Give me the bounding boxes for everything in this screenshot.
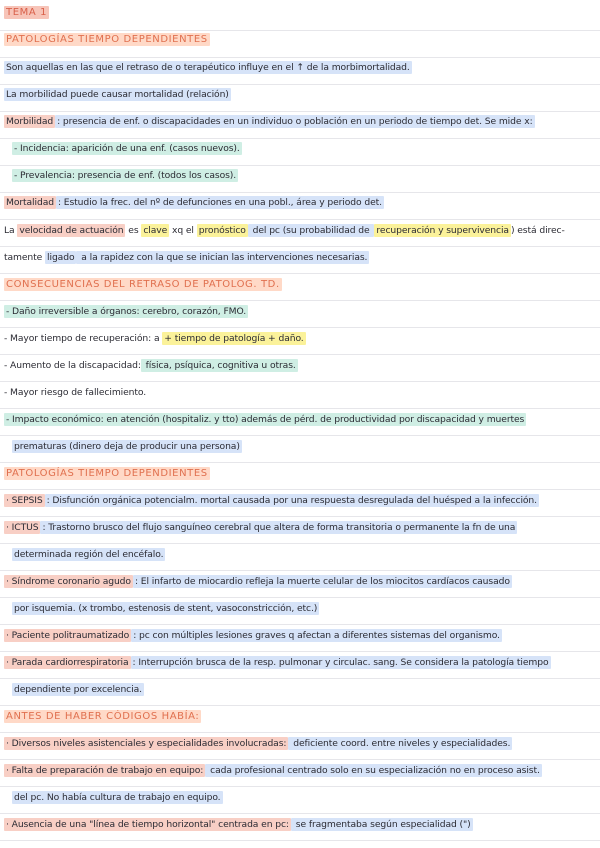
- velocidad-text-e: ) está direc-: [510, 225, 565, 236]
- intro-line-2: [4, 88, 598, 101]
- antes-3-label: · Ausencia de una "línea de tiempo horizontal" centrada en pc:: [6, 819, 289, 830]
- consecuencia-1: - Daño irreversible a órganos: cerebro, corazón, FMO.: [6, 306, 247, 317]
- ictus-text: : Trastorno brusco del flujo sanguíneo cerebral que altera de forma transitoria o permanente la fn de una: [42, 522, 516, 533]
- morbilidad-line: [4, 115, 598, 128]
- velocidad2-text-a: tamente: [4, 252, 46, 263]
- pcr-text: : Interrupción brusca de la resp. pulmonar y circulac. sang. Se considera la patología tiempo: [132, 657, 549, 668]
- morbilidad-text: : presencia de enf. o discapacidades en un individuo o población en un periodo de tiempo det. Se mide x:: [57, 116, 533, 127]
- sepsis-line: [4, 494, 598, 507]
- consecuencia-5-text: - Impacto económico: en atención (hospitaliz. y tto) además de pérd. de productividad por discapacidad y muertes: [6, 414, 525, 425]
- consecuencia-5-line-2: [4, 440, 598, 453]
- consecuencia-2-text: - Mayor tiempo de recuperación: a: [4, 333, 163, 344]
- sca-label: · Síndrome coronario agudo: [6, 576, 131, 587]
- consecuencia-2-line: [4, 332, 598, 345]
- heading-antes: ANTES DE HABER CÓDIGOS HABÍA:: [6, 711, 200, 722]
- politrauma-text: : pc con múltiples lesiones graves q afectan a diferentes sistemas del organismo.: [133, 630, 500, 641]
- consecuencia-4-line: [4, 386, 598, 399]
- pcr-line-1: [4, 656, 598, 669]
- ictus-line-2: [4, 548, 598, 561]
- consecuencia-3-line: [4, 359, 598, 372]
- antes-1-label: · Diversos niveles asistenciales y especialidades involucradas:: [6, 738, 287, 749]
- consecuencia-4: - Mayor riesgo de fallecimiento.: [4, 387, 147, 398]
- ictus-line-1: [4, 521, 598, 534]
- ictus-label: · ICTUS: [6, 522, 39, 533]
- velocidad-text-d: del pc (su probabilidad de: [249, 225, 373, 236]
- intro-line-1: [4, 61, 598, 74]
- mortalidad-label: Mortalidad: [6, 197, 54, 208]
- pcr-text-2: dependiente por excelencia.: [14, 684, 142, 695]
- intro-text-2: La morbilidad puede causar mortalidad (relación): [6, 89, 229, 100]
- consecuencia-3-text: - Aumento de la discapacidad:: [4, 360, 141, 371]
- politrauma-label: · Paciente politraumatizado: [6, 630, 130, 641]
- heading-patologias-2: PATOLOGÍAS TIEMPO DEPENDIENTES: [6, 468, 208, 479]
- antes-2-text-2: del pc. No había cultura de trabajo en equipo.: [14, 792, 221, 803]
- heading-1-line: [4, 33, 598, 46]
- antes-2-line-1: [4, 764, 598, 777]
- heading-patologias: PATOLOGÍAS TIEMPO DEPENDIENTES: [6, 34, 208, 45]
- consecuencia-5-line-1: [4, 413, 598, 426]
- heading-consecuencias: CONSECUENCIAS DEL RETRASO DE PATOLOG. TD.: [6, 279, 280, 290]
- antes-1-text: deficiente coord. entre niveles y especialidades.: [290, 738, 511, 749]
- consecuencia-1-line: [4, 305, 598, 318]
- tema-line: [4, 6, 598, 19]
- intro-text-1: Son aquellas en las que el retraso de o terapéutico influye en el ↑ de la morbimortalidad.: [6, 62, 410, 73]
- ligado-highlight: ligado: [47, 252, 75, 263]
- pronostico-highlight: pronóstico: [198, 225, 246, 236]
- velocidad-actuacion: velocidad de actuación: [19, 225, 124, 236]
- sca-line-2: [4, 602, 598, 615]
- sepsis-text: : Disfunción orgánica potencialm. mortal causada por una respuesta desregulada del huésped a la infección.: [46, 495, 537, 506]
- consecuencia-3-highlight: física, psíquica, cognitiva u otras.: [142, 360, 296, 371]
- consecuencia-2-highlight: + tiempo de patología + daño.: [164, 333, 304, 344]
- sepsis-label: · SEPSIS: [6, 495, 43, 506]
- heading-3-line: [4, 467, 598, 480]
- velocidad-text-c: xq el: [169, 225, 197, 236]
- pcr-label: · Parada cardiorrespiratoria: [6, 657, 129, 668]
- velocidad2-text-b: a la rapidez con la que se inician las intervenciones necesarias.: [78, 252, 368, 263]
- mortalidad-line: [4, 196, 598, 209]
- incidencia-text: - Incidencia: aparición de una enf. (casos nuevos).: [14, 143, 240, 154]
- antes-1-line: [4, 737, 598, 750]
- mortalidad-text: : Estudio la frec. del nº de defunciones en una pobl., área y periodo det.: [57, 197, 382, 208]
- prevalencia-line: [4, 169, 598, 182]
- sca-line-1: [4, 575, 598, 588]
- antes-2-text: cada profesional centrado solo en su especialización no en proceso asist.: [207, 765, 540, 776]
- politrauma-line: [4, 629, 598, 642]
- velocidad-text-b: es: [125, 225, 142, 236]
- antes-3-text: se fragmentaba según especialidad ("): [292, 819, 471, 830]
- antes-2-line-2: [4, 791, 598, 804]
- sca-text: : El infarto de miocardio refleja la muerte celular de los miocitos cardíacos causado: [134, 576, 510, 587]
- heading-4-line: [4, 710, 598, 723]
- recuperacion-highlight: recuperación y supervivencia: [376, 225, 509, 236]
- incidencia-line: [4, 142, 598, 155]
- consecuencia-5-text-2: prematuras (dinero deja de producir una persona): [14, 441, 240, 452]
- ictus-text-2: determinada región del encéfalo.: [14, 549, 164, 560]
- sca-text-2: por isquemia. (x trombo, estenosis de stent, vasoconstricción, etc.): [14, 603, 318, 614]
- velocidad-line-1: [4, 224, 598, 237]
- velocidad-text-a: La: [4, 225, 18, 236]
- morbilidad-label: Morbilidad: [6, 116, 54, 127]
- antes-3-line: [4, 818, 598, 831]
- heading-2-line: [4, 278, 598, 291]
- tema-title: TEMA 1: [6, 7, 48, 18]
- prevalencia-text: - Prevalencia: presencia de enf. (todos los casos).: [14, 170, 237, 181]
- clave-highlight: clave: [143, 225, 168, 236]
- velocidad-line-2: [4, 251, 598, 264]
- antes-2-label: · Falta de preparación de trabajo en equipo:: [6, 765, 204, 776]
- pcr-line-2: [4, 683, 598, 696]
